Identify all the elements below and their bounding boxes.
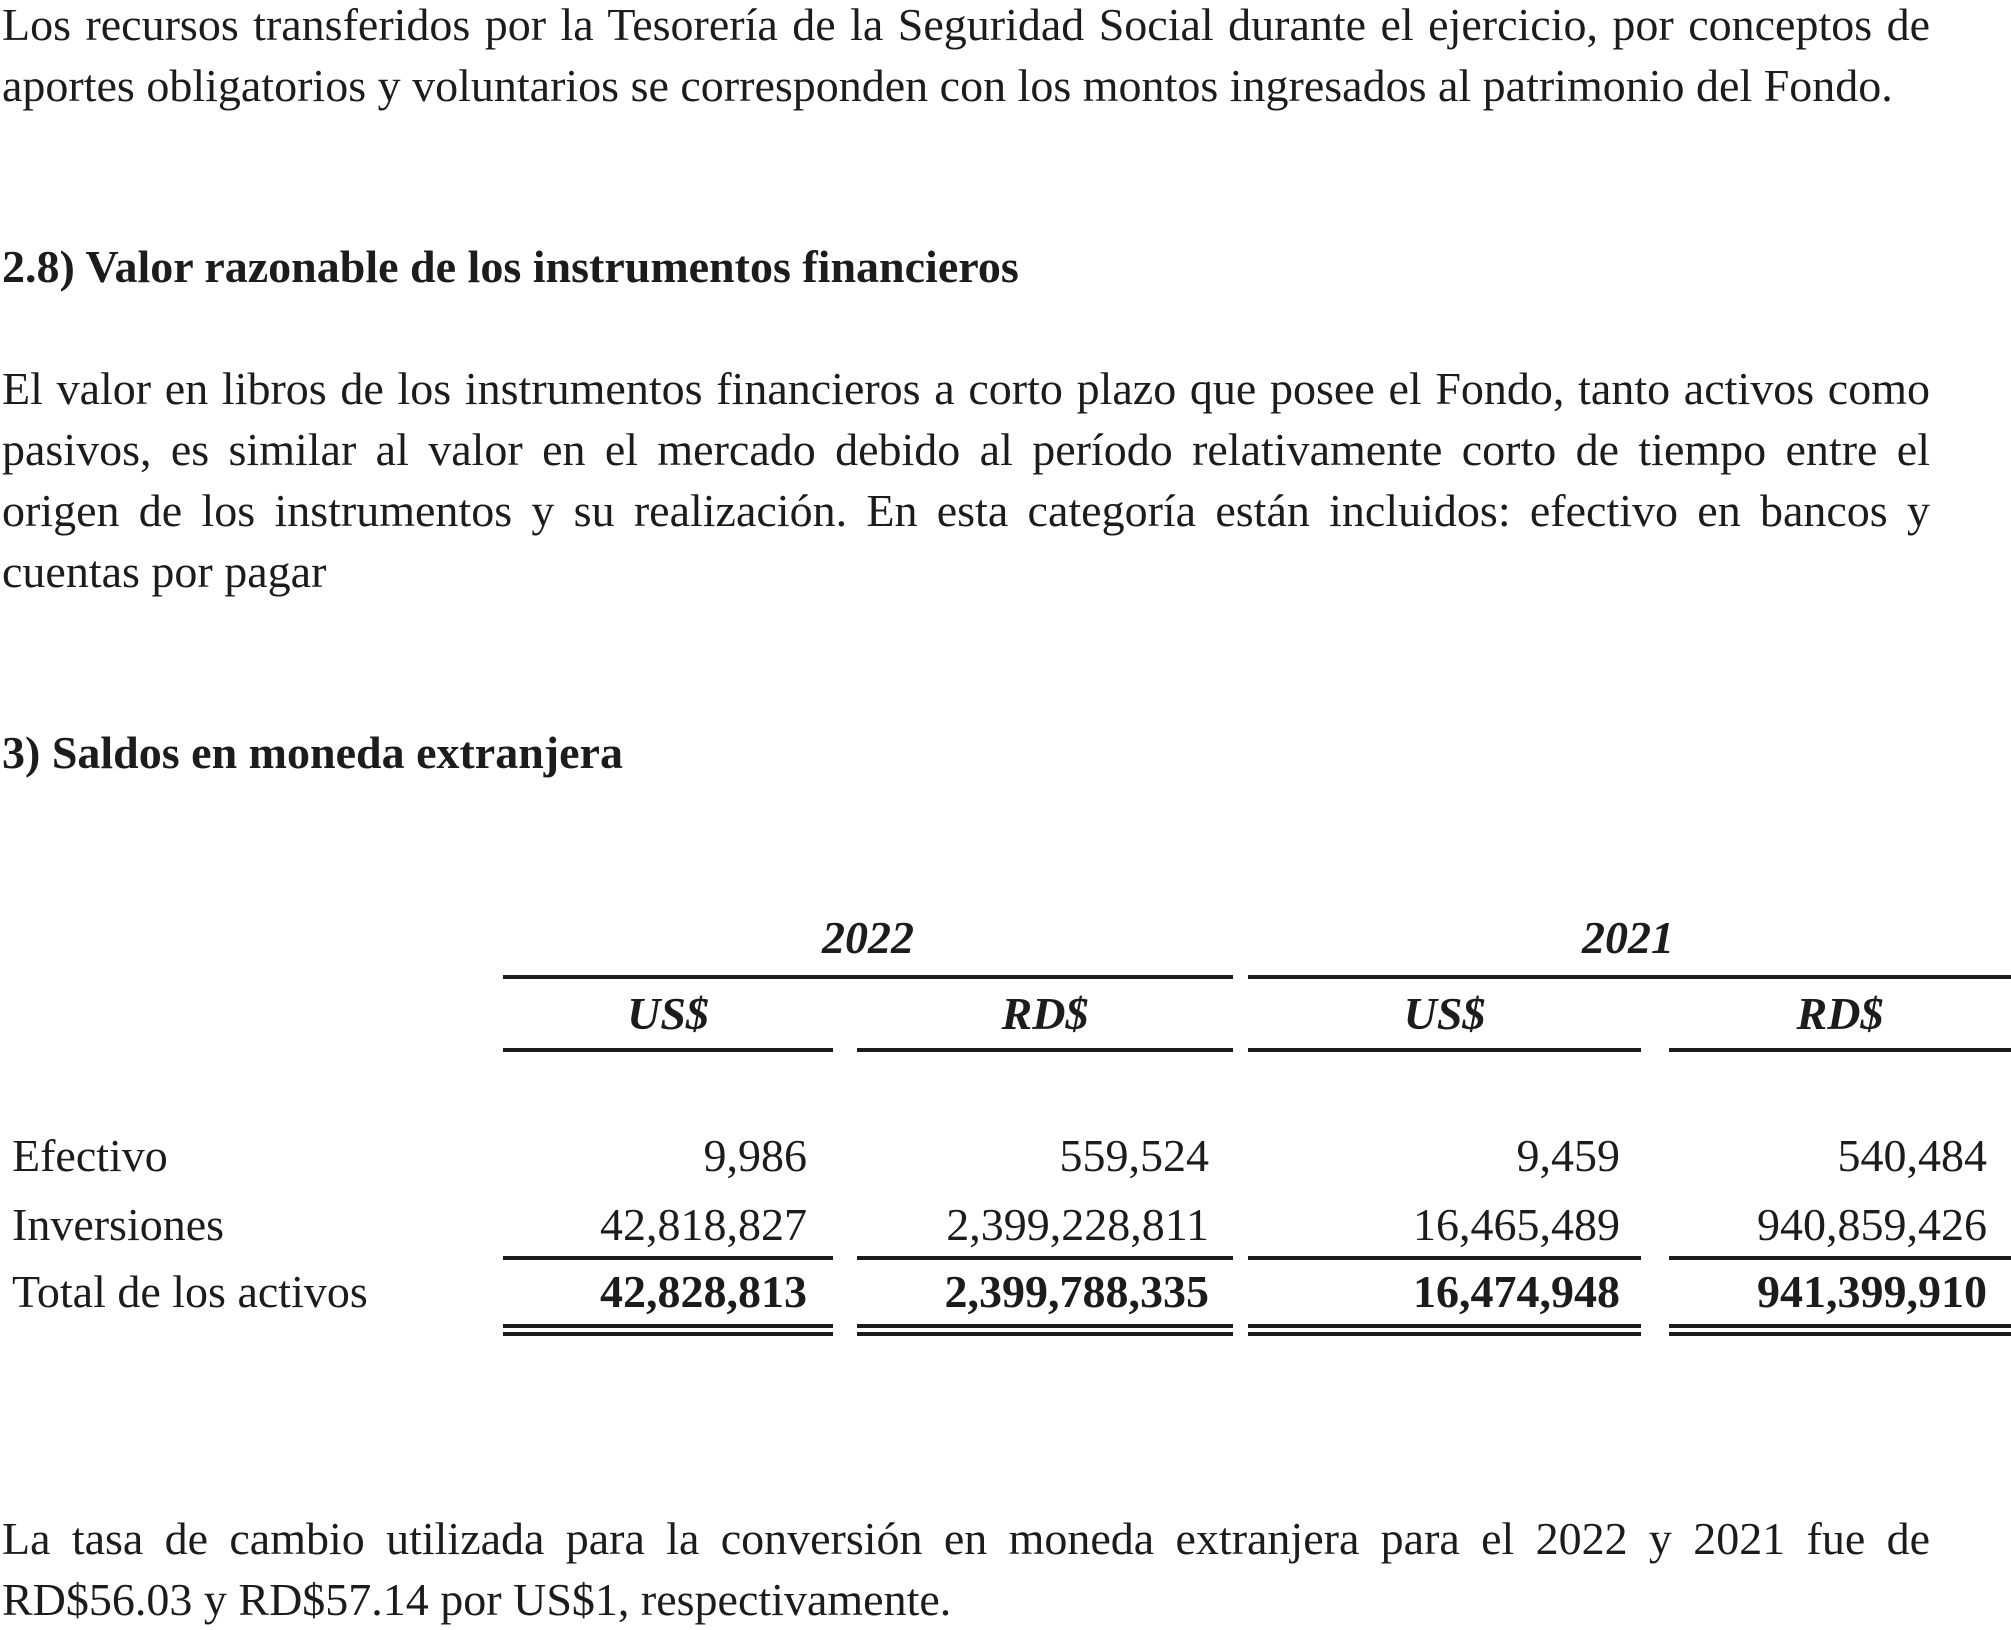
year-header-2021: 2021 — [1582, 912, 1674, 963]
currency-header-rd-2022: RD$ — [1001, 988, 1089, 1039]
rule-currency-rd-2022 — [857, 1048, 1233, 1052]
rule-subtotal-usd-2022 — [503, 1256, 833, 1260]
rule-currency-usd-2022 — [503, 1048, 833, 1052]
year-header-2022: 2022 — [822, 912, 914, 963]
currency-header-usd-2021: US$ — [1403, 988, 1486, 1039]
cell-total-usd-2022: 42,828,813 — [600, 1266, 807, 1317]
cell-efectivo-rd-2021: 540,484 — [1837, 1130, 1987, 1181]
cell-inversiones-rd-2022: 2,399,228,811 — [946, 1199, 1209, 1250]
paragraph-resources: Los recursos transferidos por la Tesorería de la Seguridad Social durante el ejercicio, por conceptos de aportes obligatorios y voluntarios se corresponden con los montos ingresados al patrimonio del Fondo. — [2, 0, 1930, 111]
rule-currency-usd-2021 — [1248, 1048, 1641, 1052]
double-rule-rd-2021 — [1669, 1324, 2011, 1336]
cell-total-usd-2021: 16,474,948 — [1413, 1266, 1620, 1317]
rule-year-2021 — [1248, 975, 2011, 979]
cell-efectivo-rd-2022: 559,524 — [1059, 1130, 1209, 1181]
double-rule-usd-2022 — [503, 1324, 833, 1336]
rule-subtotal-rd-2021 — [1669, 1256, 2011, 1260]
heading-fair-value: 2.8) Valor razonable de los instrumentos financieros — [2, 241, 1019, 292]
cell-efectivo-usd-2021: 9,459 — [1516, 1130, 1620, 1181]
rule-currency-rd-2021 — [1669, 1048, 2011, 1052]
row-label-efectivo: Efectivo — [12, 1130, 168, 1181]
rule-subtotal-usd-2021 — [1248, 1256, 1641, 1260]
double-rule-usd-2021 — [1248, 1324, 1641, 1336]
rule-subtotal-rd-2022 — [857, 1256, 1233, 1260]
rule-year-2022 — [503, 975, 1233, 979]
currency-header-usd-2022: US$ — [627, 988, 709, 1039]
cell-inversiones-usd-2021: 16,465,489 — [1413, 1199, 1620, 1250]
double-rule-rd-2022 — [857, 1324, 1233, 1336]
heading-foreign-currency: 3) Saldos en moneda extranjera — [2, 727, 623, 778]
cell-total-rd-2021: 941,399,910 — [1757, 1266, 1987, 1317]
currency-header-rd-2021: RD$ — [1796, 988, 1884, 1039]
row-label-inversiones: Inversiones — [12, 1199, 225, 1250]
paragraph-fair-value: El valor en libros de los instrumentos financieros a corto plazo que posee el Fondo, tanto activos como pasivos, es similar al valor en el mercado debido al período relativamente corto de tiempo entre el origen de los instrumentos y su realización. En esta categoría están incluidos: efectivo en bancos y cuentas por pagar — [2, 363, 1930, 597]
paragraph-exchange-rate: La tasa de cambio utilizada para la conversión en moneda extranjera para el 2022 y 2021 fue de RD$56.03 y RD$57.14 por US$1, respectivamente. — [2, 1513, 1930, 1625]
cell-inversiones-rd-2021: 940,859,426 — [1757, 1199, 1987, 1250]
cell-efectivo-usd-2022: 9,986 — [703, 1130, 807, 1181]
cell-total-rd-2022: 2,399,788,335 — [944, 1266, 1209, 1317]
cell-inversiones-usd-2022: 42,818,827 — [600, 1199, 807, 1250]
row-label-total: Total de los activos — [12, 1266, 368, 1317]
